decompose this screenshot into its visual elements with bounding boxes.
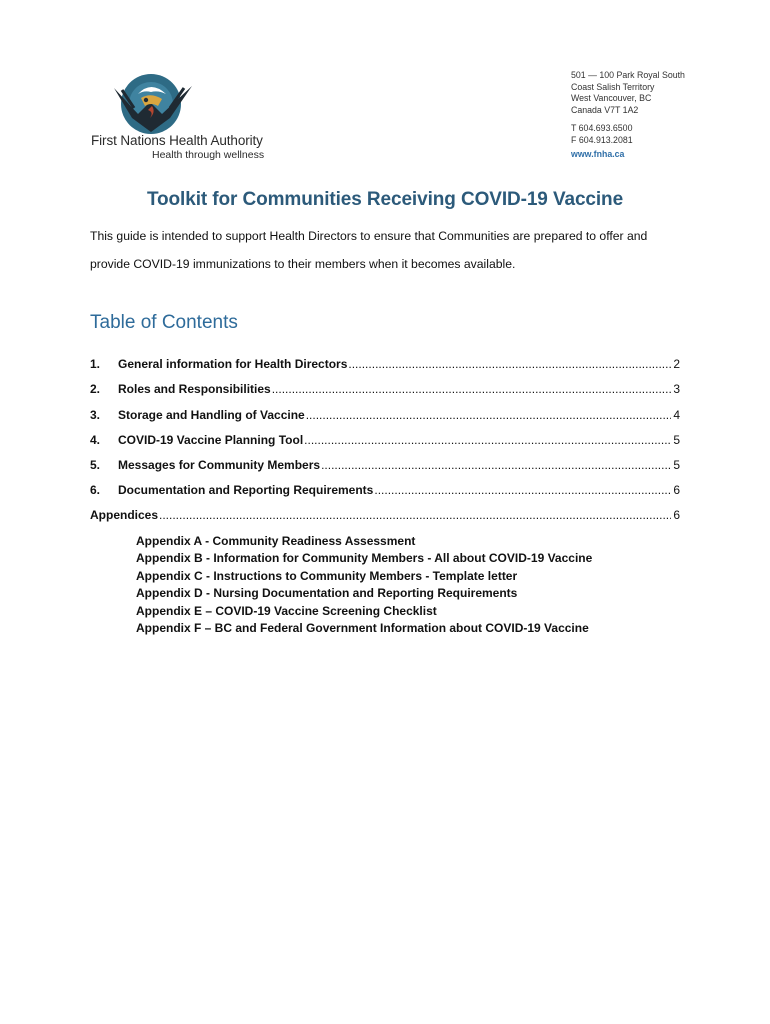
toc-entry-number: 3. xyxy=(90,408,101,422)
appendix-list xyxy=(136,533,592,637)
toc-entry-appendices[interactable] xyxy=(90,508,680,524)
toc-entry-number: 6. xyxy=(90,483,101,497)
dot-leader xyxy=(348,357,671,371)
toc-heading: Table of Contents xyxy=(90,312,238,333)
toc-entry[interactable] xyxy=(90,433,680,449)
toc-entry-number: 5. xyxy=(90,458,101,472)
dot-leader xyxy=(306,408,672,422)
toc-entry-page: 6 xyxy=(673,508,680,522)
toc-entry-page: 2 xyxy=(673,357,680,371)
toc-entry[interactable] xyxy=(90,357,680,373)
fax-number: F 604.913.2081 xyxy=(571,134,633,145)
toc-entry-label: Documentation and Reporting Requirements xyxy=(118,483,374,497)
toc-entry-page: 5 xyxy=(673,433,680,447)
dot-leader xyxy=(374,483,671,497)
toc-entry-number: 4. xyxy=(90,433,101,447)
eagle-circle-logo-icon xyxy=(108,68,198,138)
appendix-item[interactable]: Appendix F – BC and Federal Government Information about COVID-19 Vaccine xyxy=(136,621,589,636)
mailing-address xyxy=(571,70,685,116)
org-tagline: Health through wellness xyxy=(152,149,265,161)
toc-entry[interactable] xyxy=(90,382,680,398)
toc-entry-label: General information for Health Directors xyxy=(118,357,348,371)
toc-entry-page: 5 xyxy=(673,458,680,472)
toc-entry[interactable] xyxy=(90,408,680,424)
toc-entry-label: Appendices xyxy=(90,508,159,522)
toc-entry-number: 2. xyxy=(90,382,101,396)
address-line: Canada V7T 1A2 xyxy=(571,104,639,115)
address-line: West Vancouver, BC xyxy=(571,93,652,104)
toc-entry-page: 3 xyxy=(673,382,680,396)
toc-entry-label: Messages for Community Members xyxy=(118,458,321,472)
toc-entry-label: COVID-19 Vaccine Planning Tool xyxy=(118,433,304,447)
appendix-item[interactable]: Appendix A - Community Readiness Assessment xyxy=(136,534,416,548)
contact-numbers xyxy=(571,123,633,146)
dot-leader xyxy=(272,382,672,396)
address-line: 501 — 100 Park Royal South xyxy=(571,70,685,80)
toc-entry-page: 4 xyxy=(673,408,680,422)
toc-entry[interactable] xyxy=(90,458,680,474)
website-link[interactable]: www.fnha.ca xyxy=(571,149,625,159)
org-name: First Nations Health Authority xyxy=(91,133,263,148)
appendix-item[interactable]: Appendix E – COVID-19 Vaccine Screening Checklist xyxy=(136,603,437,618)
appendix-item[interactable]: Appendix B - Information for Community Members - All about COVID-19 Vaccine xyxy=(136,551,593,566)
address-line: Coast Salish Territory xyxy=(571,81,655,92)
toc-entry-label: Storage and Handling of Vaccine xyxy=(118,408,305,422)
phone-number: T 604.693.6500 xyxy=(571,123,633,133)
toc-entry-page: 6 xyxy=(673,483,680,497)
appendix-item[interactable]: Appendix C - Instructions to Community Members - Template letter xyxy=(136,568,518,583)
document-title: Toolkit for Communities Receiving COVID-19 Vaccine xyxy=(146,189,624,210)
toc-entry[interactable] xyxy=(90,483,680,499)
intro-paragraph: This guide is intended to support Health Directors to ensure that Communities are prepared to offer and provide COVID-19 immunizations to their members when it becomes available. xyxy=(90,229,648,271)
dot-leader xyxy=(321,458,671,472)
toc-entry-number: 1. xyxy=(90,357,101,371)
dot-leader xyxy=(159,508,671,522)
dot-leader xyxy=(304,433,671,447)
appendix-item[interactable]: Appendix D - Nursing Documentation and Reporting Requirements xyxy=(136,586,518,601)
toc-entry-label: Roles and Responsibilities xyxy=(118,382,271,396)
